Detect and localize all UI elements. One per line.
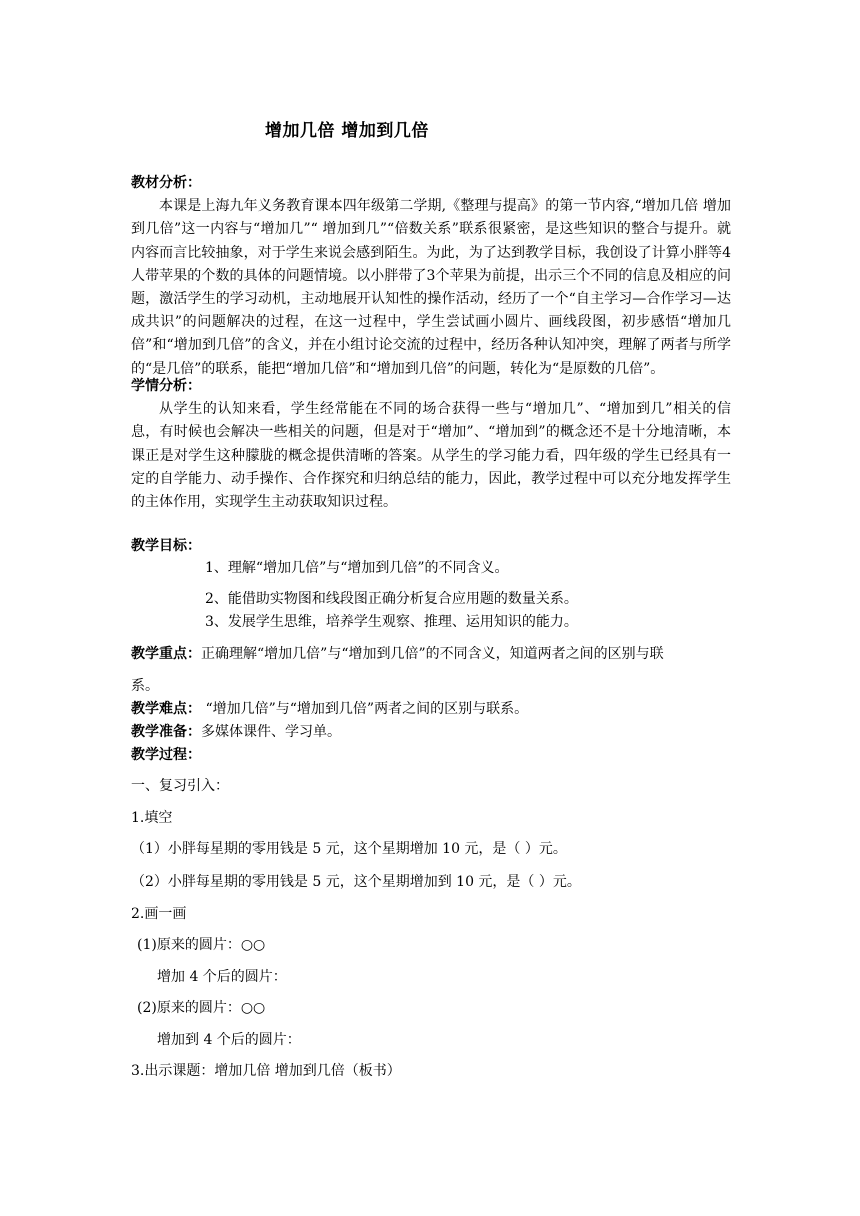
process-line-q2: （2）小胖每星期的零用钱是 5 元，这个星期增加到 10 元，是（ ）元。 — [131, 874, 581, 890]
process-line-draw2-add: 增加到 4 个后的圆片： — [157, 1032, 301, 1048]
difficulty-label: 教学难点： — [131, 701, 201, 717]
process-line-draw2: (2)原来的圆片：○○ — [137, 1000, 266, 1016]
preparation-text: 多媒体课件、学习单。 — [201, 724, 341, 740]
key-point-continuation: 系。 — [131, 678, 159, 694]
key-point-line — [131, 643, 664, 663]
goal-item-1: 1、理解“增加几倍”与“增加到几倍”的不同含义。 — [205, 560, 509, 576]
process-line-draw: 2.画一画 — [131, 906, 187, 922]
document-title: 增加几倍 增加到几倍 — [265, 121, 429, 141]
material-analysis-text: 本课是上海九年义务教育课本四年级第二学期,《整理与提高》的第一节内容,“增加几倍 增加到几倍”这一内容与“增加几”“ 增加到几”“倍数关系”联系很紧密，是这些知识的整合与提升。就内容而言比较抽象，对于学生来说会感到陌生。为此，为了达到教学目标，我创设了计算小胖等4人带苹果的个数的具体的问题情境。以小胖带了3个苹果为前提，出示三个不同的信息及相应的问题，激活学生的学习动机，主动地展开认知性的操作活动，经历了一个“自主学习—合作学习—达成共识”的问题解决的过程，在这一过程中，学生尝试画小圆片、画线段图，初步感悟“增加几倍”和“增加到几倍”的含义，并在小组讨论交流的过程中，经历各种认知冲突，理解了两者与所学的“是几倍”的联系，能把“增加几倍”和“增加到几倍”的问题，转化为“是原数的几倍”。 — [131, 198, 731, 377]
teaching-goals-heading: 教学目标： — [131, 538, 201, 554]
goal-item-2: 2、能借助实物图和线段图正确分析复合应用题的数量关系。 — [205, 591, 578, 607]
learning-analysis-text: 从学生的认知来看，学生经常能在不同的场合获得一些与“增加几”、“增加到几”相关的信息，有时候也会解决一些相关的问题，但是对于“增加”、“增加到”的概念还不是十分地清晰，本课正是对学生这种朦胧的概念提供清晰的答案。从学生的学习能力看，四年级的学生已经具有一定的自学能力、动手操作、合作探究和归纳总结的能力，因此，教学过程中可以充分地发挥学生的主体作用，实现学生主动获取知识过程。 — [131, 401, 731, 511]
learning-analysis-section — [131, 375, 731, 514]
learning-analysis-heading: 学情分析： — [131, 378, 201, 394]
material-analysis-section — [131, 172, 731, 381]
key-point-text: 正确理解“增加几倍”与“增加到几倍”的不同含义，知道两者之间的区别与联 — [201, 646, 664, 662]
key-point-label: 教学重点： — [131, 646, 201, 662]
process-heading: 教学过程： — [131, 747, 201, 763]
process-line-review: 一、复习引入： — [131, 778, 229, 794]
preparation-label: 教学准备： — [131, 724, 201, 740]
material-analysis-heading: 教材分析： — [131, 175, 201, 191]
goal-item-3: 3、发展学生思维，培养学生观察、推理、运用知识的能力。 — [205, 614, 578, 630]
process-line-draw1-add: 增加 4 个后的圆片： — [157, 969, 287, 985]
process-line-draw1: (1)原来的圆片：○○ — [137, 937, 266, 953]
difficulty-line — [131, 698, 528, 718]
process-line-topic: 3.出示课题：增加几倍 增加到几倍（板书） — [131, 1063, 401, 1079]
process-line-q1: （1）小胖每星期的零用钱是 5 元，这个星期增加 10 元，是（ ）元。 — [131, 841, 567, 857]
process-line-fill: 1.填空 — [131, 810, 173, 826]
difficulty-text: “增加几倍”与“增加到几倍”两者之间的区别与联系。 — [201, 701, 529, 717]
preparation-line — [131, 721, 341, 741]
